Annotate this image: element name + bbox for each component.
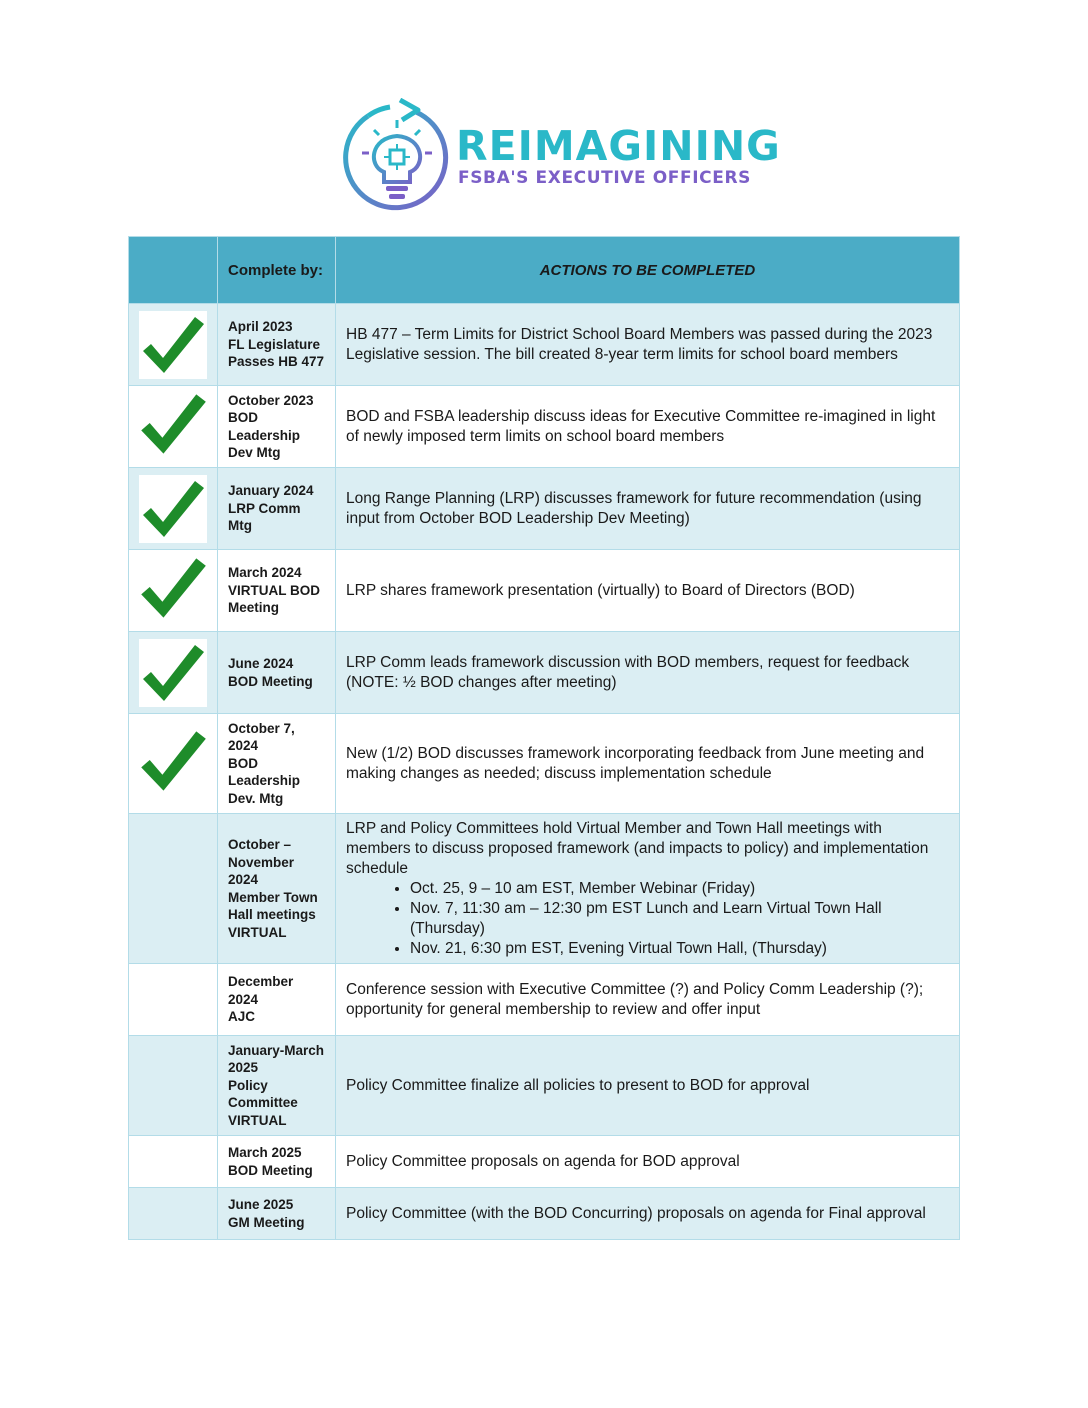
complete-by-line: AJC [228, 1009, 256, 1025]
action-cell [336, 304, 960, 386]
action-text: LRP Comm leads framework discussion with BOD members, request for feedback (NOTE: ½ BOD changes after meeting) [346, 653, 910, 691]
action-cell [336, 1036, 960, 1136]
status-cell [129, 550, 218, 632]
action-cell [336, 1136, 960, 1188]
complete-by-line: June 2025 [228, 1197, 294, 1212]
complete-by-cell [218, 1136, 336, 1188]
status-cell [129, 1136, 218, 1188]
logo [338, 98, 781, 216]
status-cell [129, 304, 218, 386]
table-header-row [129, 237, 960, 304]
table-row [129, 1188, 960, 1240]
complete-by-line: BOD Meeting [228, 1162, 313, 1178]
complete-by-cell [218, 1188, 336, 1240]
session-item: • Nov. 7, 11:30 am – 12:30 pm EST Lunch and Learn Virtual Town Hall (Thursday) [410, 899, 949, 939]
complete-by-cell [218, 550, 336, 632]
action-cell [336, 964, 960, 1036]
lightbulb-cycle-icon [338, 98, 456, 216]
complete-by-line: Member Town Hall meetings [228, 889, 318, 922]
action-text: LRP and Policy Committees hold Virtual Member and Town Hall meetings with members to discuss proposed framework (and impacts to policy) and implementation schedule [346, 819, 929, 877]
complete-by-line: March 2025 [228, 1145, 302, 1160]
status-cell [129, 386, 218, 468]
action-text: HB 477 – Term Limits for District School Board Members was passed during the 2023 Legislative session. The bill created 8-year term limits for school board members [346, 325, 933, 363]
status-cell [129, 814, 218, 964]
status-cell [129, 714, 218, 814]
complete-by-cell [218, 386, 336, 468]
action-cell [336, 468, 960, 550]
action-text: Long Range Planning (LRP) discusses framework for future recommendation (using input from October BOD Leadership Dev Meeting) [346, 489, 922, 527]
logo-subtitle: FSBA'S EXECUTIVE OFFICERS [458, 168, 751, 188]
action-text: LRP shares framework presentation (virtually) to Board of Directors (BOD) [346, 581, 855, 599]
status-header-cell [129, 237, 218, 304]
status-cell [129, 632, 218, 714]
action-cell [336, 632, 960, 714]
checkmark-icon [139, 639, 207, 707]
complete-by-header: Complete by: [218, 237, 336, 304]
table-row [129, 1136, 960, 1188]
complete-by-line: VIRTUAL [228, 924, 287, 940]
action-text: New (1/2) BOD discusses framework incorporating feedback from June meeting and making changes as needed; discuss implementation schedule [346, 744, 925, 782]
complete-by-line: April 2023 [228, 319, 293, 335]
complete-by-line: October – November 2024 [228, 837, 295, 887]
table-row [129, 814, 960, 964]
table-row [129, 1036, 960, 1136]
action-cell [336, 814, 960, 964]
logo-title: REIMAGINING [456, 122, 781, 170]
actions-header: ACTIONS TO BE COMPLETED [336, 237, 960, 304]
complete-by-cell [218, 468, 336, 550]
complete-by-line: October 7, 2024 [228, 720, 295, 754]
action-text: Policy Committee (with the BOD Concurring) proposals on agenda for Final approval [346, 1204, 926, 1222]
checkmark-icon [137, 552, 209, 624]
table-row [129, 468, 960, 550]
status-cell [129, 964, 218, 1036]
action-plan-table [128, 236, 960, 1240]
complete-by-line: VIRTUAL BOD Meeting [228, 582, 321, 616]
complete-by-cell [218, 1036, 336, 1136]
complete-by-line: June 2024 [228, 656, 294, 671]
action-cell [336, 1188, 960, 1240]
checkmark-icon [137, 388, 209, 460]
checkmark-icon [139, 475, 207, 543]
complete-by-line: January-March 2025 [228, 1042, 325, 1076]
action-cell [336, 386, 960, 468]
complete-by-cell [218, 964, 336, 1036]
session-list [346, 879, 949, 959]
status-cell [129, 1188, 218, 1240]
complete-by-line: LRP Comm Mtg [228, 500, 301, 534]
checkmark-icon [139, 311, 207, 379]
table-row [129, 304, 960, 386]
complete-by-line: BOD Leadership Dev Mtg [228, 410, 301, 460]
action-text: Conference session with Executive Committee (?) and Policy Comm Leadership (?); opportunity for general membership to review and offer input [346, 980, 924, 1018]
complete-by-line: Policy Committee [228, 1077, 298, 1111]
complete-by-line: BOD Meeting [228, 673, 313, 689]
session-item: • Nov. 21, 6:30 pm EST, Evening Virtual Town Hall, (Thursday) [410, 939, 949, 959]
complete-by-cell [218, 632, 336, 714]
table-row [129, 550, 960, 632]
complete-by-line: FL Legislature Passes HB 477 [228, 336, 325, 370]
table-row [129, 386, 960, 468]
status-cell [129, 468, 218, 550]
complete-by-line: October 2023 [228, 392, 314, 408]
complete-by-line: March 2024 [228, 565, 302, 581]
action-text: BOD and FSBA leadership discuss ideas for Executive Committee re-imagined in light of newly imposed term limits on school board members [346, 407, 936, 445]
status-cell [129, 1036, 218, 1136]
checkmark-icon [137, 725, 209, 797]
complete-by-line: BOD Leadership Dev. Mtg [228, 755, 301, 806]
table-row [129, 964, 960, 1036]
table-row [129, 714, 960, 814]
complete-by-line: January 2024 [228, 483, 314, 499]
table-row [129, 632, 960, 714]
action-text: Policy Committee finalize all policies to present to BOD for approval [346, 1076, 810, 1094]
action-cell [336, 550, 960, 632]
session-item: • Oct. 25, 9 – 10 am EST, Member Webinar (Friday) [410, 879, 949, 899]
complete-by-line: GM Meeting [228, 1214, 305, 1230]
complete-by-line: VIRTUAL [228, 1112, 287, 1128]
complete-by-cell [218, 714, 336, 814]
complete-by-cell [218, 814, 336, 964]
complete-by-cell [218, 304, 336, 386]
action-cell [336, 714, 960, 814]
action-text: Policy Committee proposals on agenda for BOD approval [346, 1152, 740, 1170]
complete-by-line: December 2024 [228, 974, 294, 1007]
